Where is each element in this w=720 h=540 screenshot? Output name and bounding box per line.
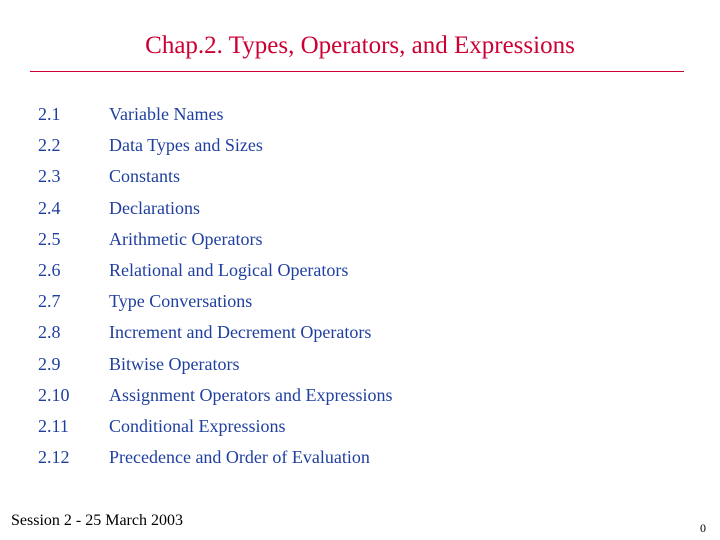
toc-item (38, 286, 392, 317)
toc-item-label: Increment and Decrement Operators (109, 322, 372, 343)
toc-item-label: Precedence and Order of Evaluation (109, 447, 370, 468)
toc-item-label: Bitwise Operators (109, 353, 240, 374)
toc-item (38, 130, 392, 161)
toc-item-label: Declarations (109, 197, 200, 218)
toc-item-label: Data Types and Sizes (109, 135, 263, 156)
toc-item (38, 99, 392, 130)
toc-item (38, 317, 392, 348)
toc-item (38, 255, 392, 286)
slide-title: Chap.2. Types, Operators, and Expressions (145, 32, 575, 59)
toc-item (38, 380, 392, 411)
toc-item-label: Assignment Operators and Expressions (109, 384, 393, 405)
toc-item (38, 224, 392, 255)
toc-item (38, 193, 392, 224)
page-number: 0 (700, 521, 706, 535)
toc-item-label: Arithmetic Operators (109, 228, 263, 249)
toc-item-number: 2.1 (38, 104, 61, 125)
toc-item-number: 2.6 (38, 260, 61, 281)
toc-item-label: Relational and Logical Operators (109, 260, 349, 281)
title-underline (30, 71, 684, 72)
toc-item (38, 161, 392, 192)
footer-session-date: Session 2 - 25 March 2003 (11, 512, 183, 529)
toc-item-number: 2.11 (38, 415, 69, 436)
toc-item-number: 2.12 (38, 447, 70, 468)
toc-item (38, 411, 392, 442)
toc-item-number: 2.7 (38, 291, 61, 312)
toc-item-label: Variable Names (109, 104, 224, 125)
toc-item-label: Constants (109, 166, 181, 187)
toc-item-label: Type Conversations (109, 291, 253, 312)
toc-item-number: 2.8 (38, 322, 61, 343)
toc-item-number: 2.2 (38, 135, 61, 156)
toc-item-number: 2.5 (38, 228, 61, 249)
table-of-contents (38, 99, 392, 473)
toc-item (38, 442, 392, 473)
toc-item-label: Conditional Expressions (109, 415, 286, 436)
toc-item-number: 2.9 (38, 353, 61, 374)
toc-item (38, 349, 392, 380)
toc-item-number: 2.3 (38, 166, 61, 187)
toc-item-number: 2.10 (38, 384, 70, 405)
toc-item-number: 2.4 (38, 197, 61, 218)
